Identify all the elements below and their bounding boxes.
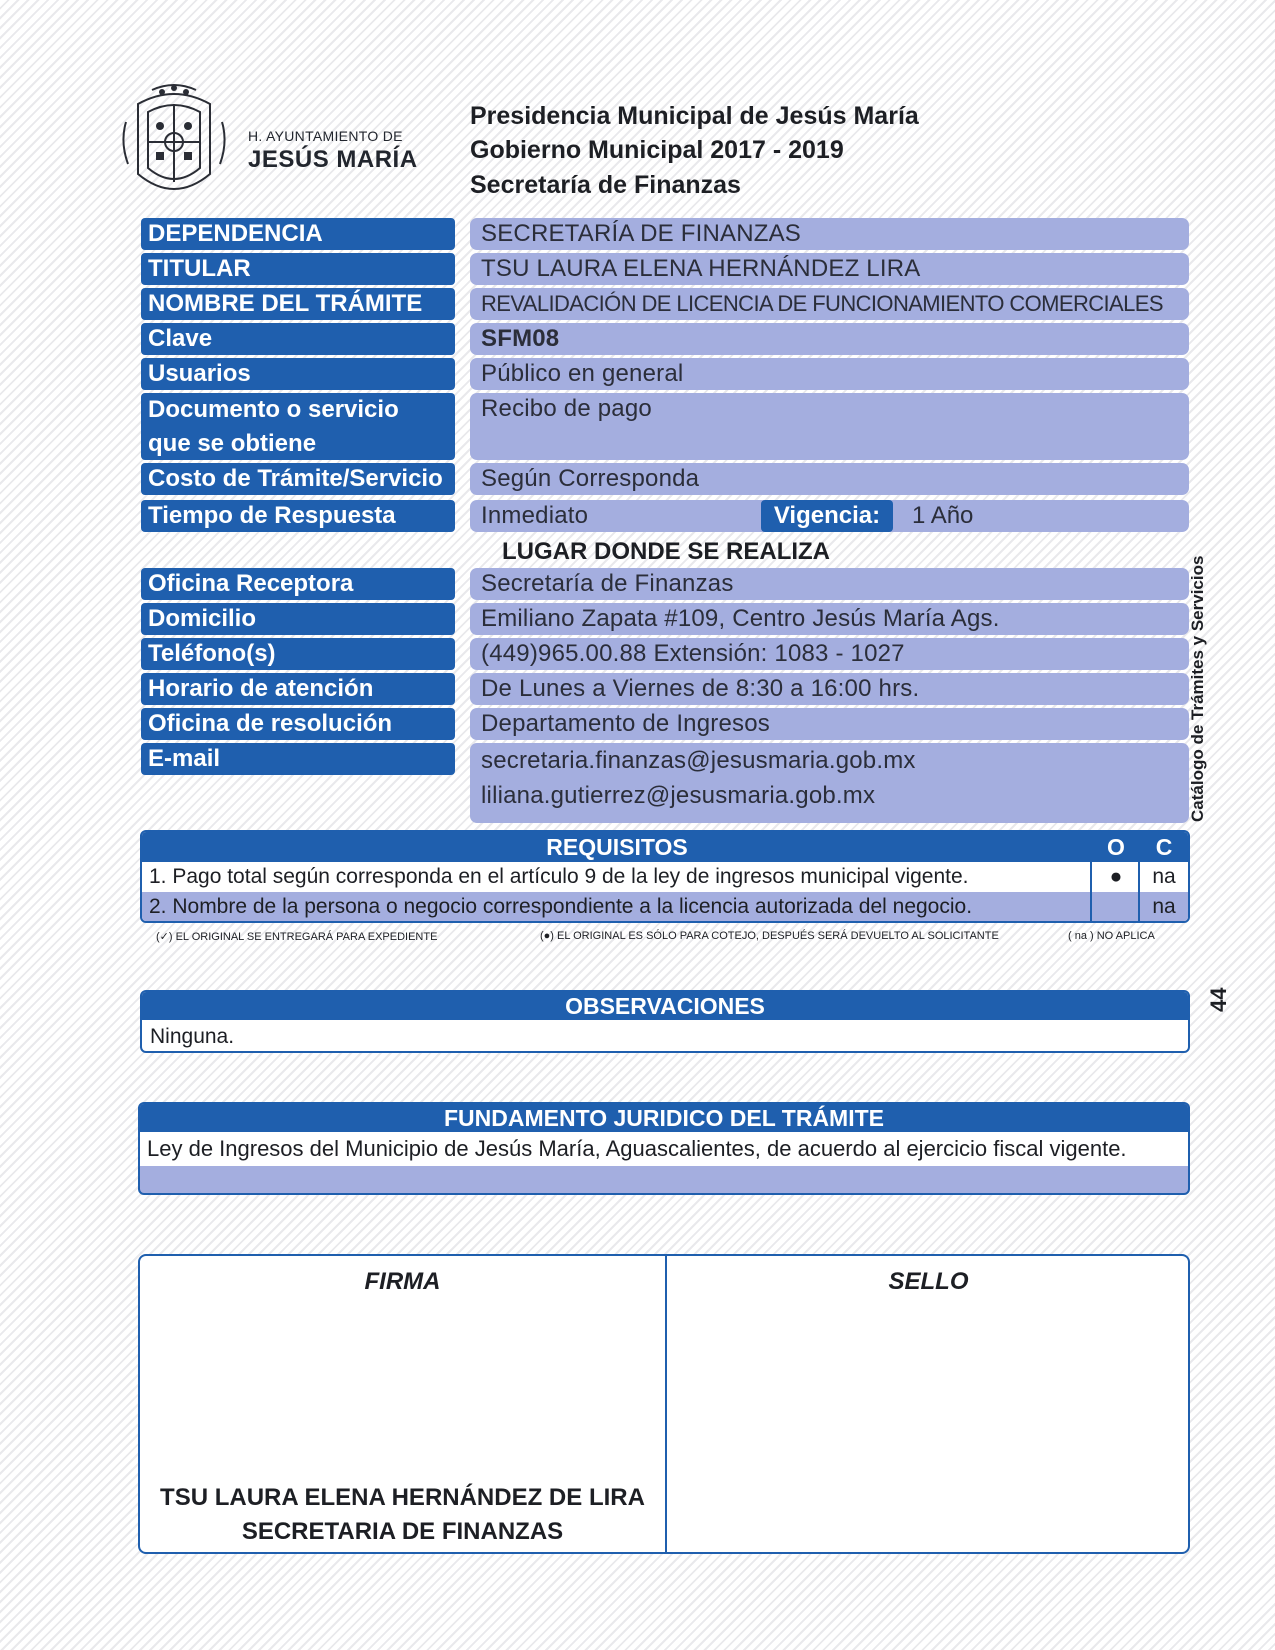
vigencia-label: Vigencia:	[761, 500, 893, 532]
catalog-side-label: Catálogo de Trámites y Servicios	[1188, 555, 1207, 822]
field-label-usuarios: Usuarios	[141, 358, 455, 390]
vigencia-value: 1 Año	[912, 502, 974, 529]
field-label-nombre-tramite: NOMBRE DEL TRÁMITE	[141, 288, 455, 320]
field-value-email	[470, 743, 1189, 823]
org-small-label: H. AYUNTAMIENTO DE	[248, 128, 403, 144]
field-value-telefono: (449)965.00.88 Extensión: 1083 - 1027	[470, 638, 1189, 670]
field-label-email: E-mail	[141, 743, 455, 775]
field-value-oficina-resolucion: Departamento de Ingresos	[470, 708, 1189, 740]
column-c-heading: C	[1155, 834, 1173, 860]
header-title-line-3: Secretaría de Finanzas	[470, 171, 741, 199]
field-value-tiempo: Inmediato	[470, 500, 1189, 532]
legend-original-cotejo: (●) EL ORIGINAL ES SÓLO PARA COTEJO, DESPUÉS SERÁ DEVUELTO AL SOLICITANTE	[540, 930, 999, 942]
observaciones-text: Ninguna.	[150, 1025, 235, 1048]
field-value-usuarios: Público en general	[470, 358, 1189, 390]
field-value-titular: TSU LAURA ELENA HERNÁNDEZ LIRA	[470, 253, 1189, 285]
field-value-nombre-tramite: REVALIDACIÓN DE LICENCIA DE FUNCIONAMIENTO COMERCIALES	[470, 288, 1189, 320]
field-value-oficina-receptora: Secretaría de Finanzas	[470, 568, 1189, 600]
field-value-horario: De Lunes a Viernes de 8:30 a 16:00 hrs.	[470, 673, 1189, 705]
column-divider	[1090, 862, 1092, 921]
requisitos-header	[142, 832, 1188, 862]
fundamento-text: Ley de Ingresos del Municipio de Jesús María, Aguascalientes, de acuerdo al ejercicio fiscal vigente.	[147, 1136, 1127, 1161]
header-title-line-2: Gobierno Municipal 2017 - 2019	[470, 136, 844, 164]
header-title-line-1: Presidencia Municipal de Jesús María	[470, 102, 919, 130]
field-label-clave: Clave	[141, 323, 455, 355]
field-label-oficina-resolucion: Oficina de resolución	[141, 708, 455, 740]
lugar-heading: LUGAR DONDE SE REALIZA	[502, 538, 831, 565]
field-label-horario: Horario de atención	[141, 673, 455, 705]
requisito-text: 2. Nombre de la persona o negocio correspondiente a la licencia autorizada del negocio.	[149, 895, 973, 918]
fundamento-box	[138, 1102, 1190, 1195]
firma-heading: FIRMA	[364, 1268, 441, 1295]
sello-heading: SELLO	[888, 1268, 969, 1295]
field-label-telefono: Teléfono(s)	[141, 638, 455, 670]
requisito-text: 1. Pago total según corresponda en el artículo 9 de la ley de ingresos municipal vigente.	[149, 865, 969, 888]
field-value-dependencia: SECRETARÍA DE FINANZAS	[470, 218, 1189, 250]
field-value-domicilio: Emiliano Zapata #109, Centro Jesús María Ags.	[470, 603, 1189, 635]
requisito-o-mark: ●	[1109, 865, 1123, 888]
fundamento-heading: FUNDAMENTO JURIDICO DEL TRÁMITE	[140, 1104, 1188, 1132]
field-label-documento-line-1: Documento o servicio	[148, 396, 399, 423]
field-label-titular: TITULAR	[141, 253, 455, 285]
observaciones-box	[140, 990, 1190, 1053]
field-label-dependencia: DEPENDENCIA	[141, 218, 455, 250]
field-label-oficina-receptora: Oficina Receptora	[141, 568, 455, 600]
table-row	[142, 862, 1188, 892]
observaciones-heading: OBSERVACIONES	[142, 992, 1188, 1020]
field-label-documento-line-2: que se obtiene	[148, 430, 317, 457]
org-name: JESÚS MARÍA	[248, 146, 418, 173]
email-link-1[interactable]: secretaria.finanzas@jesusmaria.gob.mx	[481, 747, 916, 774]
legend-original-expediente: (✓) EL ORIGINAL SE ENTREGARÁ PARA EXPEDIENTE	[156, 931, 438, 943]
column-o-heading: O	[1107, 834, 1125, 860]
column-divider	[1138, 862, 1140, 921]
field-label-documento	[141, 393, 455, 460]
requisito-c-mark: na	[1152, 865, 1176, 888]
email-link-2[interactable]: liliana.gutierrez@jesusmaria.gob.mx	[481, 782, 876, 809]
field-label-costo: Costo de Trámite/Servicio	[141, 463, 455, 495]
field-value-documento: Recibo de pago	[470, 393, 1189, 460]
field-label-domicilio: Domicilio	[141, 603, 455, 635]
table-row	[142, 892, 1188, 922]
signatory-name: TSU LAURA ELENA HERNÁNDEZ DE LIRA	[160, 1484, 645, 1511]
field-value-costo: Según Corresponda	[470, 463, 1189, 495]
signatory-position: SECRETARIA DE FINANZAS	[241, 1518, 564, 1545]
page-number: 44	[1206, 987, 1231, 1012]
requisitos-heading: REQUISITOS	[546, 834, 688, 860]
firma-sello-divider	[665, 1256, 667, 1552]
field-label-tiempo: Tiempo de Respuesta	[141, 500, 455, 532]
field-value-clave: SFM08	[470, 323, 1189, 355]
requisito-c-mark: na	[1152, 895, 1176, 918]
requisitos-table	[140, 830, 1190, 923]
legend-no-aplica: ( na ) NO APLICA	[1068, 930, 1155, 942]
municipal-seal-logo	[118, 82, 230, 204]
firma-sello-box	[138, 1254, 1190, 1554]
